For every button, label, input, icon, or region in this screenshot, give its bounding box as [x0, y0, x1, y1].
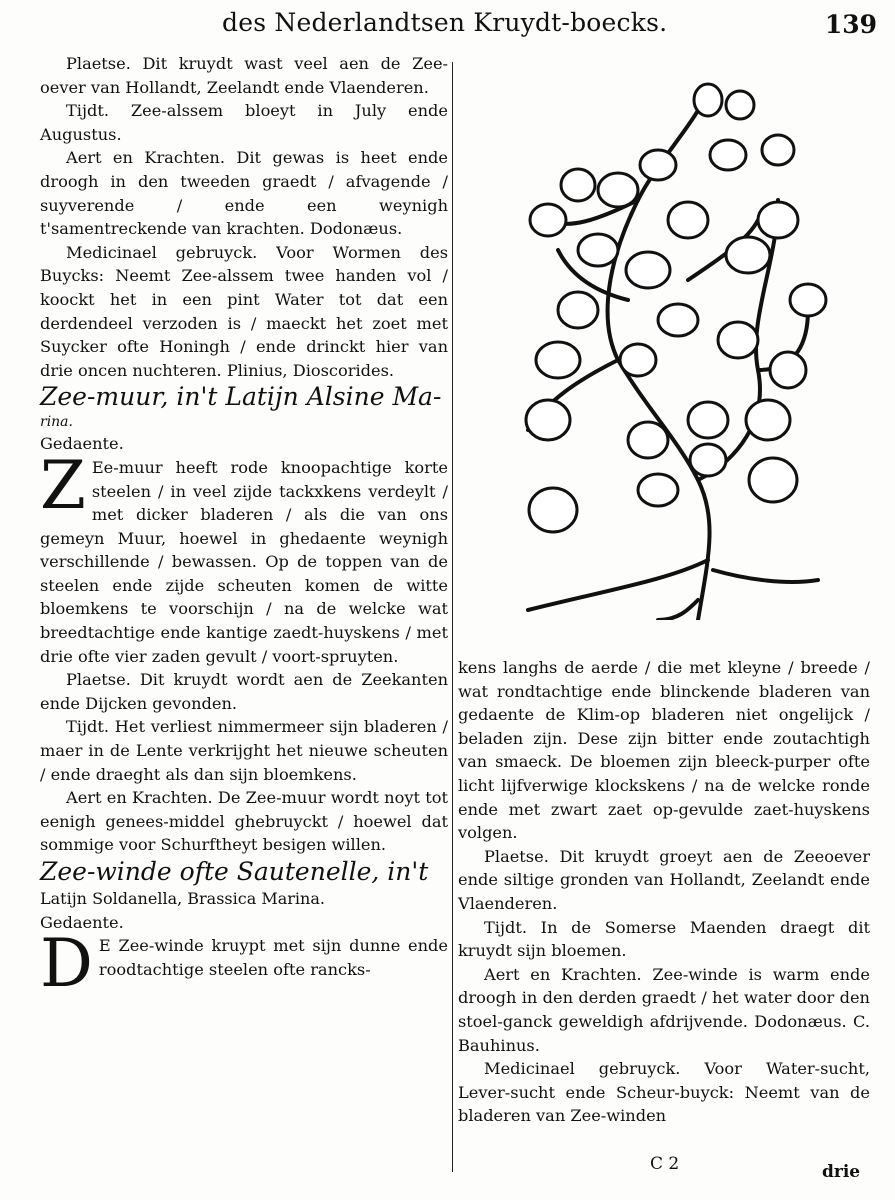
left-column [40, 52, 448, 1003]
section-subtitle-latin: Latijn Soldanella, Brassica Marina. [40, 889, 325, 908]
signature-mark: C 2 [650, 1154, 680, 1174]
plant-woodcut-illustration [508, 80, 828, 620]
paragraph-aert-3: Aert en Krachten. Zee-winde is warm ende droogh in den derden graedt / het water door den stoel-ganck geweldigh afdrijvende. Dodonæus. C. Bauhinus. [458, 964, 870, 1055]
paragraph-plaetse: Plaetse. Dit kruydt wast veel aen de Zee-oever van Hollandt, Zeelandt ende Vlaenderen. [40, 54, 448, 97]
section-title-zee-winde: Zee-winde ofte Sautenelle, in't [40, 857, 429, 886]
gedaente-heading-2: Gedaente. [40, 912, 124, 932]
column-divider [452, 62, 453, 1172]
catchword: drie [822, 1162, 861, 1182]
dropcap-z: Z [40, 446, 86, 524]
section-title-zee-muur: Zee-muur, in't Latijn Alsine Ma- [40, 382, 442, 412]
paragraph-aert: Aert en Krachten. Dit gewas is heet ende droogh in den tweeden graedt / afvagende / suyverende / ende een weynigh t'samentreckende van krachten. Dodonæus. [40, 148, 448, 239]
section-title-tail: rina. [40, 414, 73, 431]
running-head: des Nederlandtsen Kruydt-boecks. [222, 8, 668, 37]
paragraph-description-continued: kens langhs de aerde / die met kleyne / breede / wat rondtachtige ende blinckende bladeren van gedaente de Klim-op bladeren niet ongelijck / beladen zijn. Dese zijn bitter ende zoutachtigh van smaeck. De bloemen zijn bleeck-purper ofte licht lijfverwige klockskens / na de welcke ronde ende met zwart zaet op-gevulde zaet-huyskens volgen. [458, 658, 870, 843]
paragraph-medicinael: Medicinael gebruyck. Voor Wormen des Buycks: Neemt Zee-alssem twee handen vol / koockt het in een pint Water tot dat een derdendeel verzoden is / maeckt het zoet met Suycker ofte Honingh / ende drinckt hier van drie oncen nuchteren. Plinius, Dioscorides. [40, 242, 448, 380]
paragraph-tijdt-2: Tijdt. Het verliest nimmermeer sijn bladeren / maer in de Lente verkrijght het nieuwe scheuten / ende draeght als dan sijn bloemkens. [40, 717, 448, 784]
paragraph-plaetse-2: Plaetse. Dit kruydt wordt aen de Zeekanten ende Dijcken gevonden. [40, 670, 448, 713]
page-number: 139 [824, 10, 877, 39]
paragraph-medicinael-2: Medicinael gebruyck. Voor Water-sucht, Lever-sucht ende Scheur-buyck: Neemt van de bladeren van Zee-winden [458, 1059, 870, 1126]
right-column [458, 656, 870, 1128]
paragraph-tijdt: Tijdt. Zee-alssem bloeyt in July ende Augustus. [40, 101, 448, 144]
paragraph-gedaente-zee-muur: Z Ee-muur heeft rode knoopachtige korte steelen / in veel zijde tackxkens verdeylt / met dicker bladeren / als die van ons gemeyn Muur, hoewel in ghedaente weynigh verschillende / bewassen. Op de toppen van de steelen ende zijde scheuten komen de witte bloemkens te voorschijn / na de welcke wat breedtachtige ende kantige zaedt-huyskens / met drie ofte vier zaden gevult / voort-spruyten. [40, 446, 448, 666]
paragraph-plaetse-3: Plaetse. Dit kruydt groeyt aen de Zeeoever ende siltige gronden van Hollandt, Zeelandt ende Vlaenderen. [458, 846, 870, 913]
paragraph-aert-2: Aert en Krachten. De Zee-muur wordt noyt tot eenigh genees-middel ghebruyckt / hoewel dat sommige voor Schurftheyt besigen willen. [40, 788, 448, 855]
dropcap-d: D [40, 925, 93, 1003]
gedaente-heading: Gedaente. [40, 434, 124, 454]
paragraph-gedaente-zee-winde: D E Zee-winde kruypt met sijn dunne ende roodtachtige steelen ofte rancks- [40, 925, 448, 1003]
paragraph-tijdt-3: Tijdt. In de Somerse Maenden draegt dit kruydt sijn bloemen. [458, 917, 870, 961]
